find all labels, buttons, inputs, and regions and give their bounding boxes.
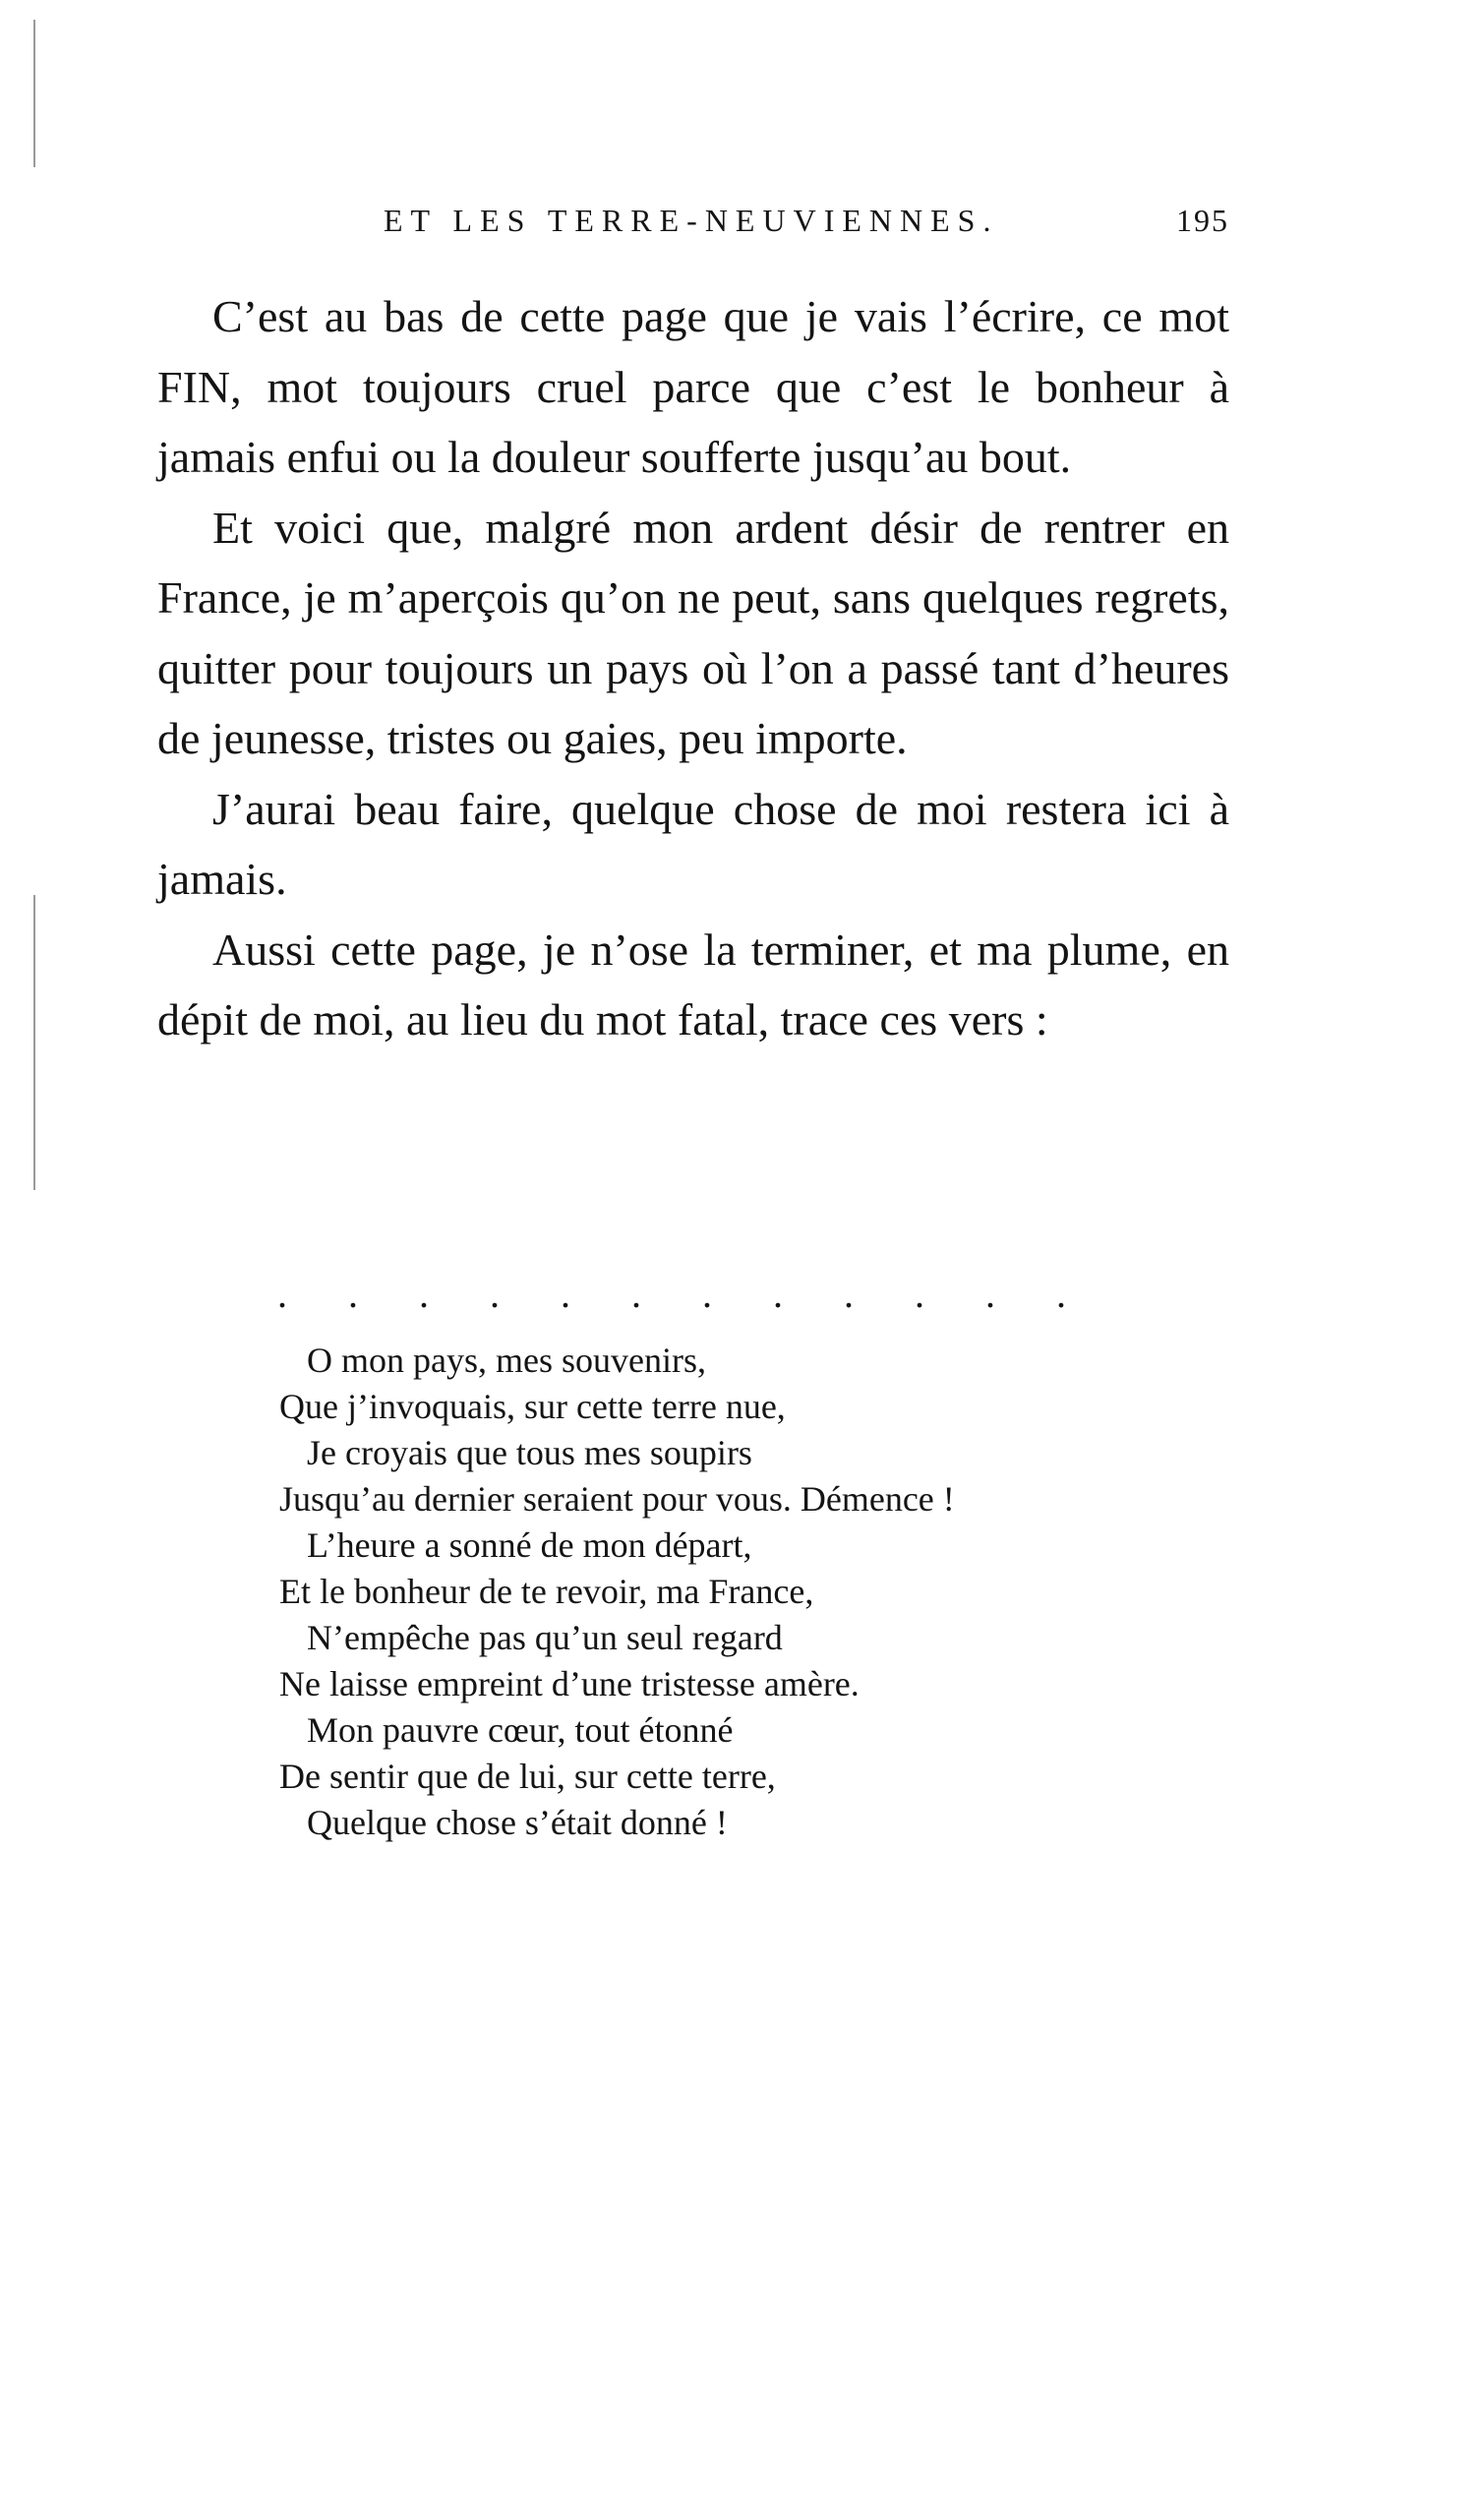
poem-line: Je croyais que tous mes soupirs xyxy=(307,1433,752,1472)
gutter-mark xyxy=(33,895,35,1190)
body-text xyxy=(157,281,1229,1055)
running-title: ET LES TERRE-NEUVIENNES. xyxy=(384,203,999,238)
gutter-mark xyxy=(33,20,35,167)
poem-line: Et le bonheur de te revoir, ma France, xyxy=(279,1572,814,1611)
poem-line: De sentir que de lui, sur cette terre, xyxy=(279,1757,776,1796)
poem-line: Ne laisse empreint d’une tristesse amère. xyxy=(279,1664,860,1703)
poem-line: O mon pays, mes souvenirs, xyxy=(307,1341,706,1380)
poem-line: N’empêche pas qu’un seul regard xyxy=(307,1618,783,1657)
paragraph: J’aurai beau faire, quelque chose de moi restera ici à jamais. xyxy=(157,783,1229,904)
page-header xyxy=(157,203,1229,252)
poem-line: Quelque chose s’était donné ! xyxy=(307,1803,728,1842)
poem-line: Jusqu’au dernier seraient pour vous. Démence ! xyxy=(279,1479,955,1519)
poem-line: Que j’invoquais, sur cette terre nue, xyxy=(279,1387,786,1426)
poem-line: Mon pauvre cœur, tout étonné xyxy=(307,1710,734,1750)
poem xyxy=(279,1338,955,1846)
paragraph: Et voici que, malgré mon ardent désir de rentrer en France, je m’aperçois qu’on ne peut, sans quelques regrets, quitter pour toujours un pays où l’on a passé tant d’heures de jeunesse, tristes ou gaies, peu importe. xyxy=(157,502,1229,763)
paragraph: Aussi cette page, je n’ose la terminer, et ma plume, en dépit de moi, au lieu du mot fatal, trace ces vers : xyxy=(157,924,1229,1045)
poem-line: L’heure a sonné de mon départ, xyxy=(307,1525,752,1565)
page-number: 195 xyxy=(1176,203,1229,238)
paragraph: C’est au bas de cette page que je vais l’écrire, ce mot FIN, mot toujours cruel parce que c’est le bonheur à jamais enfui ou la douleur soufferte jusqu’au bout. xyxy=(157,291,1229,482)
ellipsis-row: . . . . . . . . . . . . xyxy=(277,1272,1092,1316)
